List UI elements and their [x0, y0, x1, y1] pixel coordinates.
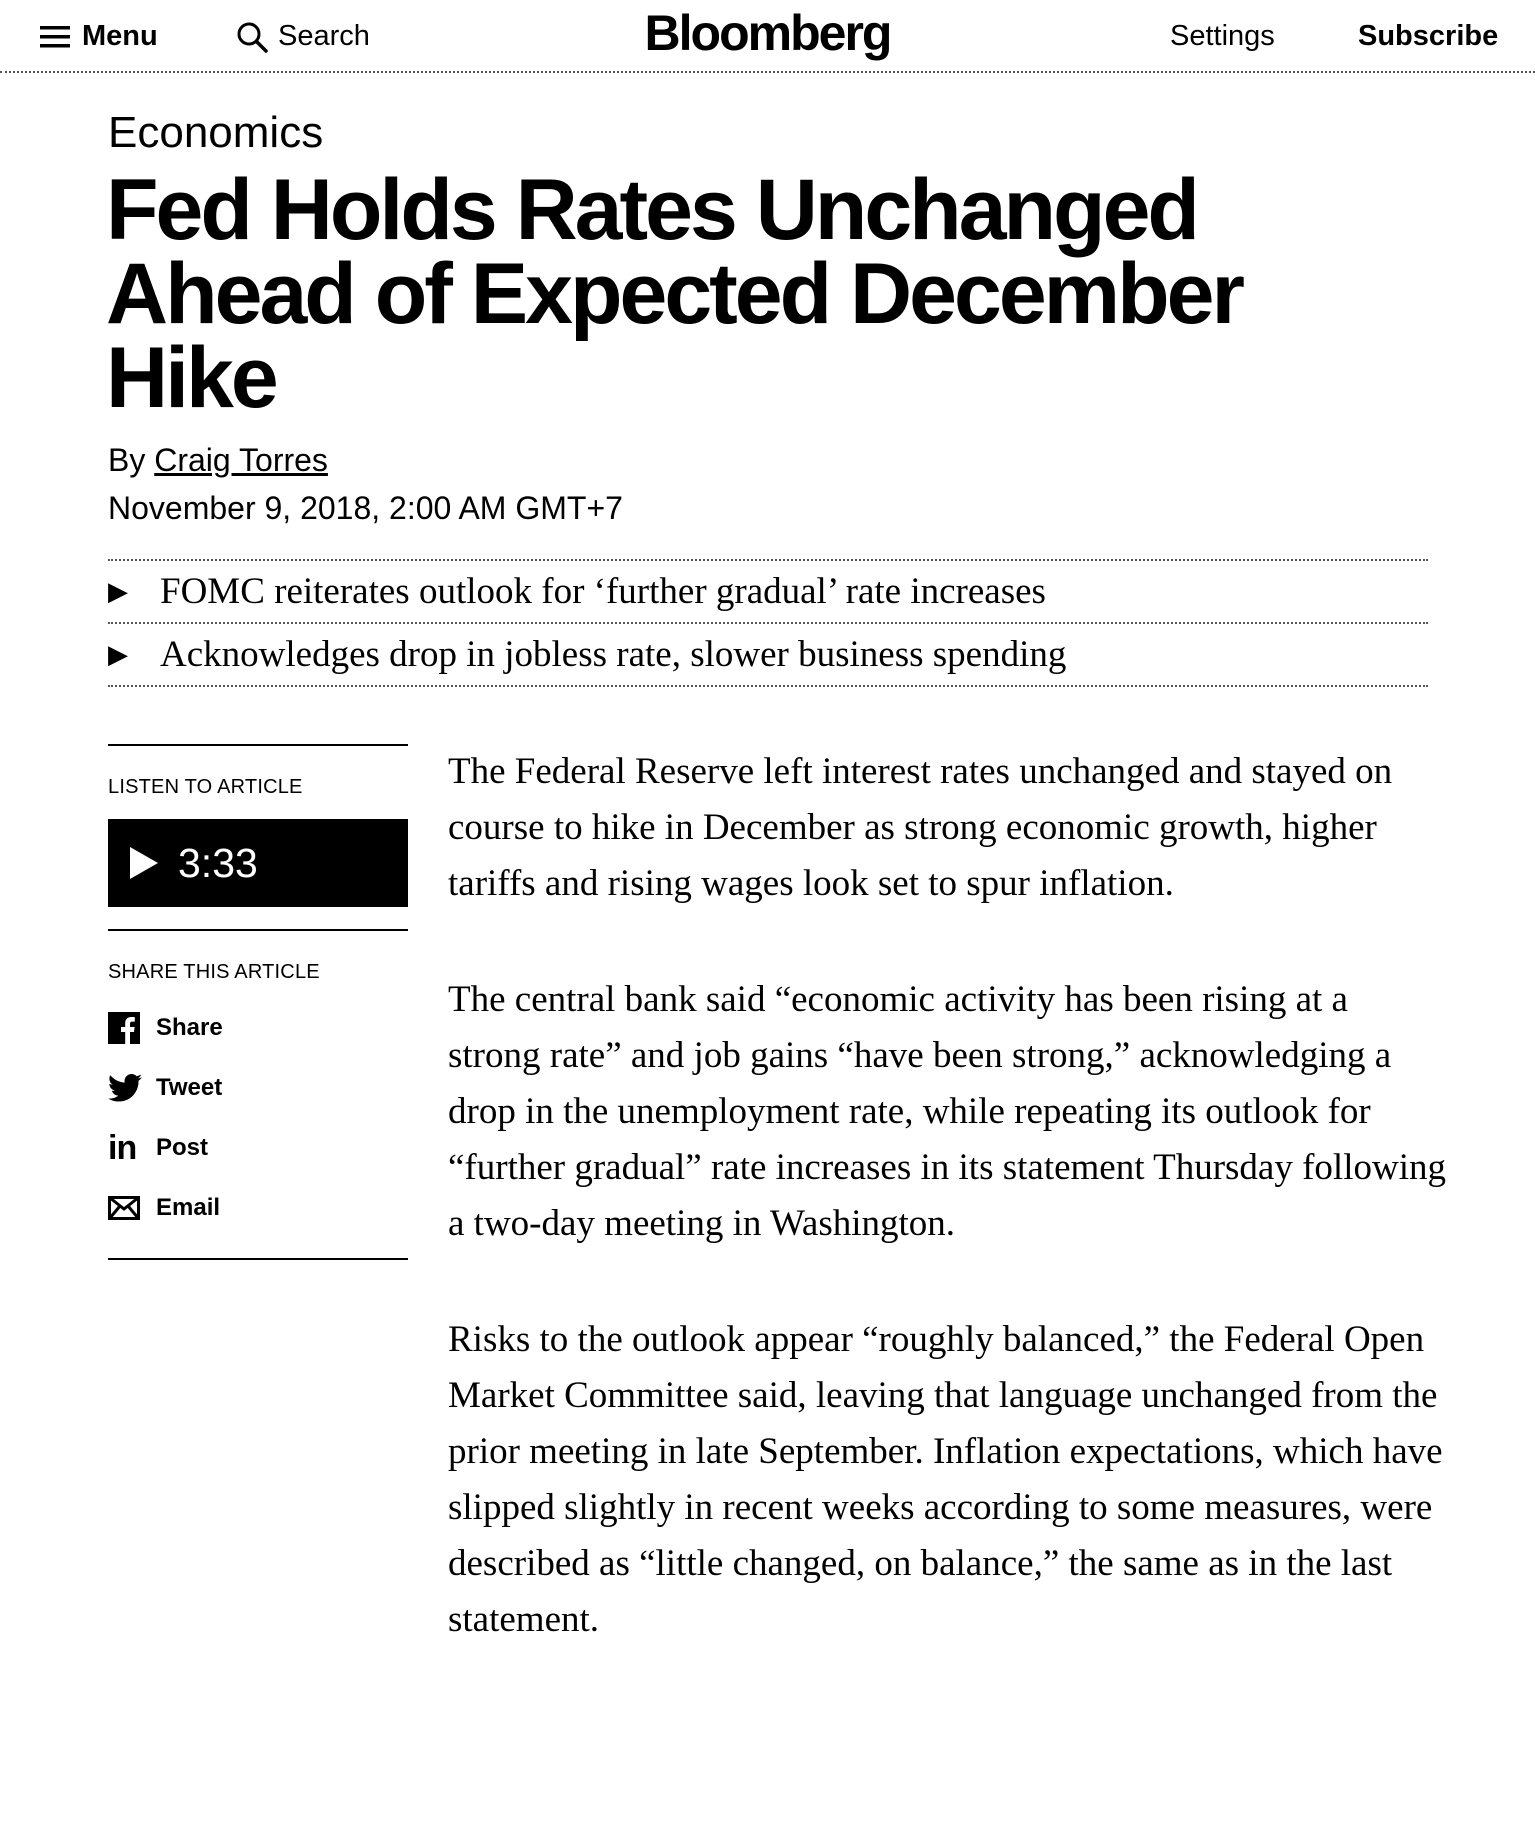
section-link-economics[interactable]: Economics [108, 108, 324, 157]
headline-line: Ahead of Expected December [106, 246, 1242, 342]
twitter-icon [108, 1074, 156, 1102]
audio-duration: 3:33 [178, 839, 258, 886]
settings-link[interactable]: Settings [1170, 20, 1275, 52]
share-linkedin-button[interactable] [108, 1118, 408, 1178]
share-twitter-button[interactable] [108, 1058, 408, 1118]
publish-date: November 9, 2018, 2:00 AM GMT+7 [108, 490, 623, 526]
subscribe-link[interactable]: Subscribe [1358, 20, 1499, 52]
summary-bullet [108, 622, 1428, 687]
search-label: Search [278, 20, 370, 52]
summary-bullet [108, 559, 1428, 622]
share-linkedin-label: Post [156, 1134, 209, 1161]
bullet-triangle-icon: ▶ [108, 576, 128, 607]
article-paragraph: Risks to the outlook appear “roughly balanced,” the Federal Open Market Committee said, leaving that language unchanged from the prior meeting in late September. Inflation expectations, which have slipped slightly in recent weeks according to some measures, were described as “little changed, on balance,” the same as in the last statement. [448, 1319, 1443, 1640]
menu-label: Menu [82, 20, 158, 52]
share-list [108, 998, 408, 1238]
article-paragraph: The Federal Reserve left interest rates unchanged and stayed on course to hike in December as strong economic growth, higher tariffs and rising wages look set to spur inflation. [448, 751, 1393, 904]
article-body [448, 744, 1448, 1708]
share-email-button[interactable] [108, 1178, 408, 1238]
byline [108, 442, 328, 479]
article-sidebar [108, 744, 408, 1260]
email-icon [108, 1196, 156, 1220]
summary-bullet-text: Acknowledges drop in jobless rate, slower business spending [160, 634, 1067, 675]
article-paragraph: The central bank said “economic activity has been rising at a strong rate” and job gains “have been strong,” acknowledging a drop in the unemployment rate, while repeating its outlook for “further gradual” rate increases in its statement Thursday following a two-day meeting in Washington. [448, 979, 1446, 1244]
headline-line: Hike [106, 330, 276, 426]
play-icon [130, 847, 158, 879]
top-navigation-bar [0, 0, 1535, 73]
summary-bullet-text: FOMC reiterates outlook for ‘further gradual’ rate increases [160, 571, 1046, 612]
bloomberg-logo[interactable]: Bloomberg [644, 5, 891, 61]
article-headline [106, 162, 1366, 426]
facebook-icon [108, 1012, 156, 1044]
listen-label: LISTEN TO ARTICLE [108, 776, 303, 798]
author-link[interactable]: Craig Torres [154, 442, 328, 478]
headline-line: Fed Holds Rates Unchanged [106, 162, 1197, 258]
share-facebook-button[interactable] [108, 998, 408, 1058]
divider [108, 1258, 408, 1260]
share-facebook-label: Share [156, 1014, 223, 1041]
share-label: SHARE THIS ARTICLE [108, 961, 320, 983]
divider [108, 929, 408, 931]
linkedin-icon: in [108, 1128, 137, 1167]
summary-bullets [108, 559, 1428, 687]
divider [108, 744, 408, 746]
share-twitter-label: Tweet [156, 1074, 223, 1101]
share-email-label: Email [156, 1194, 221, 1221]
listen-play-button[interactable] [108, 819, 408, 907]
byline-prefix: By [108, 442, 146, 478]
bullet-triangle-icon: ▶ [108, 639, 128, 670]
